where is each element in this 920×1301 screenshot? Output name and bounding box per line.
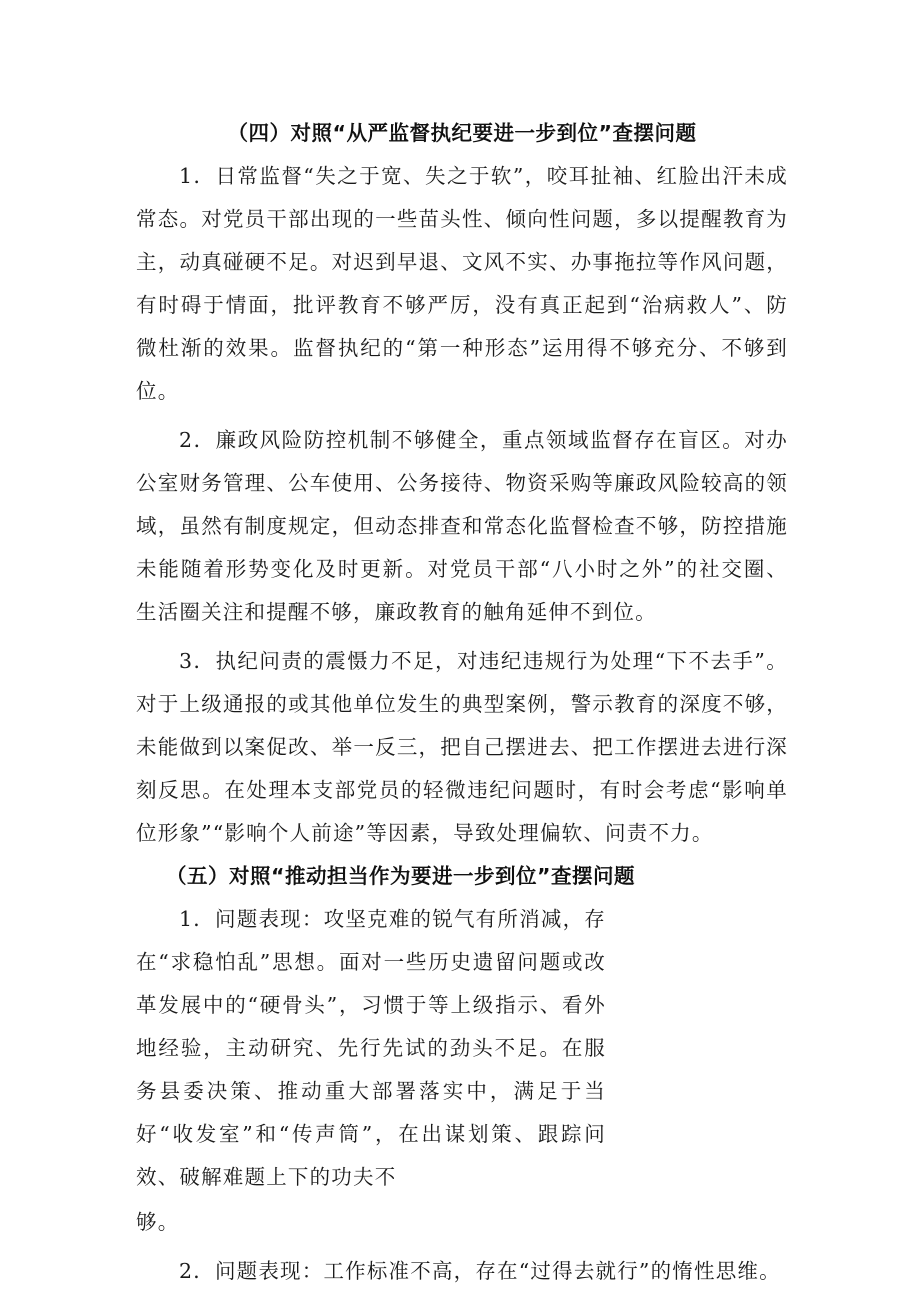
section-five-paragraph-1: 1．问题表现：攻坚克难的锐气有所消减，存在“求稳怕乱”思想。面对一些历史遗留问题或改革发展中的“硬骨头”，习惯于等上级指示、看外地经验，主动研究、先行先试的劲头不足。在服务县委决策、推动重大部署落实中，满足于当好“收发室”和“传声筒”，在出谋划策、跟踪问效、破解难题上下的功夫不 (136, 907, 606, 1189)
section-four-paragraph-2: 2．廉政风险防控机制不够健全，重点领域监督存在盲区。对办公室财务管理、公车使用、公务接待、物资采购等廉政风险较高的领域，虽然有制度规定，但动态排查和常态化监督检查不够，防控措施未能随着形势变化及时更新。对党员干部“八小时之外”的社交圈、生活圈关注和提醒不够，廉政教育的触角延伸不到位。 (136, 428, 788, 624)
document-body (136, 112, 788, 1293)
section-four-heading: （四）对照“从严监督执纪要进一步到位”查摆问题 (227, 121, 697, 145)
section-four-paragraph-3: 3．执纪问责的震慑力不足，对违纪违规行为处理“下不去手”。对于上级通报的或其他单位发生的典型案例，警示教育的深度不够，未能做到以案促改、举一反三，把自己摆进去、把工作摆进去进行深刻反思。在处理本支部党员的轻微违纪问题时，有时会考虑“影响单位形象”“影响个人前途”等因素，导致处理偏软、问责不力。 (136, 649, 788, 845)
section-five-paragraph-1-tail: 够。 (136, 1210, 180, 1234)
section-five-paragraph-2: 2．问题表现：工作标准不高，存在“过得去就行”的惰性思维。 (179, 1259, 781, 1283)
section-four-paragraph-1: 1．日常监督“失之于宽、失之于软”，咬耳扯袖、红脸出汗未成常态。对党员干部出现的一些苗头性、倾向性问题，多以提醒教育为主，动真碰硬不足。对迟到早退、文风不实、办事拖拉等作风问题，有时碍于情面，批评教育不够严厉，没有真正起到“治病救人”、防微杜渐的效果。监督执纪的“第一种形态”运用得不够充分、不够到位。 (136, 164, 788, 403)
section-five-heading: （五）对照“推动担当作为要进一步到位”查摆问题 (166, 864, 635, 888)
